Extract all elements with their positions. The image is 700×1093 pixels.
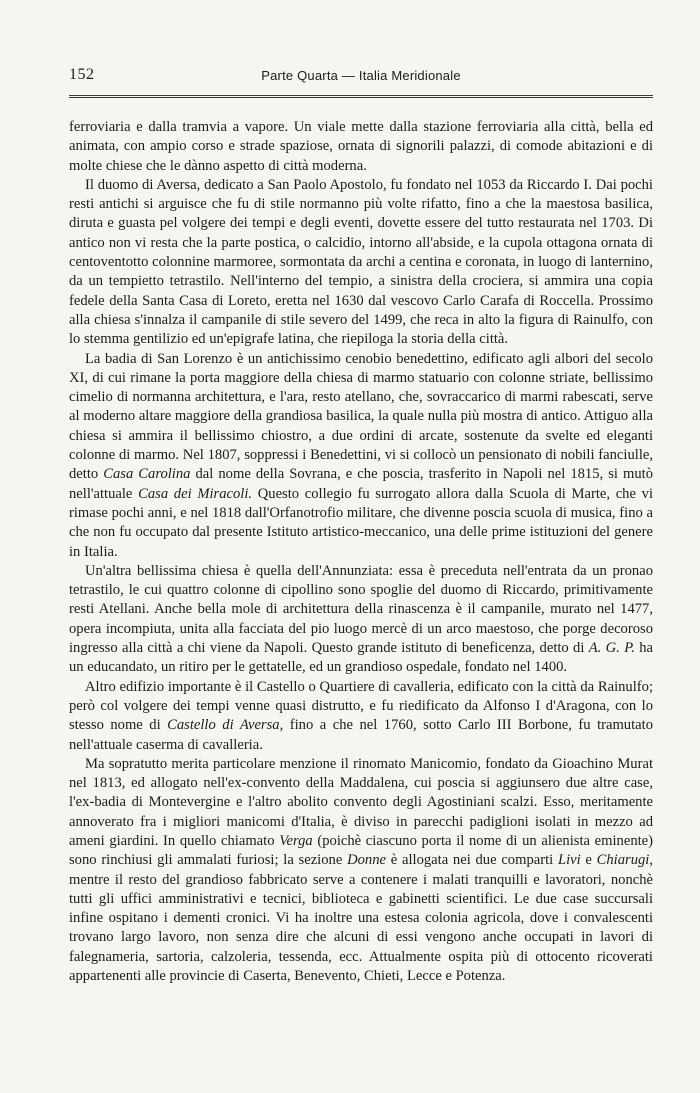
paragraph-text: Il duomo di Aversa, dedicato a San Paolo Apostolo, fu fondato nel 1053 da Riccardo I. Dai pochi resti antichi si arguisce che fu di stile normanno più volte rifatto, fino a che la maestosa basilica, diruta e guasta pel volgere dei tempi e degli eventi, dovette essere del tutto restaurata nel 1703. Di antico non vi resta che la parte postica, o calcidio, intorno all'abside, e la cupola ottagona ornata di centoventotto colonnine marmoree, sormontata da archi a centina e coronata, in luogo di lanternino, da un tempietto tetrastilo. Nell'interno del tempio, a sinistra della crociera, si ammira una copia fedele della Santa Casa di Loreto, eretta nel 1630 dal vescovo Carlo Carafa di Roccella. Prossimo alla chiesa s'innalza il campanile di stile severo del 1499, che reca in alto la figura di Rainulfo, con lo stemma gentilizio ed un'epigrafe latina, che riepiloga la storia della città. bbox=[69, 176, 653, 348]
paragraph-text: è allogata nei due comparti bbox=[386, 852, 558, 869]
italic-term: Verga bbox=[279, 832, 313, 849]
paragraph-text: La badia di San Lorenzo è un antichissimo cenobio benedettino, edificato agli albori del secolo XI, di cui rimane la porta maggiore della chiesa di marmo statuario con colonne striate, bellissimo cimelio di normanna architettura, e l'ara, resto atellano, che, sovraccarico di marmi rabescati, serve al moderno altare maggiore della grandiosa basilica, la quale nulla più mostra di antico. Attiguo alla chiesa si ammira il bellissimo chiostro, a due ordini di arcate, sostenute da svelte ed eleganti colonne di marmo. Nel 1807, soppressi i Benedettini, vi si collocò un pensionato di nobili fanciulle, detto bbox=[69, 350, 653, 483]
paragraph-4 bbox=[69, 562, 653, 678]
paragraph-text: Un'altra bellissima chiesa è quella dell'Annunziata: essa è preceduta nell'entrata da un pronao tetrastilo, le cui quattro colonne di cipollino sono spoglie del duomo di Riccardo, primitivamente resti Atellani. Anche bella mole di architettura della rinascenza è il campanile, murato nel 1477, opera incompiuta, unita alla facciata del pio luogo mercè di un arco maestoso, che porge decoroso ingresso alla città a chi viene da Napoli. Questo grande istituto di beneficenza, detto di bbox=[69, 562, 653, 657]
italic-term: Casa dei Miracoli. bbox=[138, 485, 253, 502]
paragraph-text: dal nome della Sovrana, e che poscia, trasferito in Napoli nel 1815, si mutò nell'attuale bbox=[69, 466, 653, 502]
italic-term: Donne bbox=[347, 852, 386, 869]
paragraph-text: fino a che nel 1760, sotto Carlo III Borbone, fu tramutato nell'attuale caserma di cavalleria. bbox=[69, 717, 653, 753]
paragraph-3 bbox=[69, 350, 653, 562]
paragraph-text: Questo collegio fu surrogato allora dalla Scuola di Marte, che vi rimase pochi anni, e nel 1818 dall'Orfanotrofio militare, che divenne poscia scuola di musica, fino a che non fu occupato dal presente Istituto artistico-meccanico, una delle prime istituzioni del genere in Italia. bbox=[69, 485, 653, 560]
paragraph-2 bbox=[69, 176, 653, 350]
paragraph-text: Ma sopratutto merita particolare menzione il rinomato Manicomio, fondato da Gioachino Murat nel 1813, ed allogato nell'ex-convento della Maddalena, cui poscia si aggiunsero due altre case, l'ex-badia di Montevergine e l'altro abolito convento degli Agostiniani scalzi. Esso, meritamente annoverato fra i migliori manicomi d'Italia, è diviso in parecchi padiglioni isolati in mezzo ad ameni giardini. In quello chiamato bbox=[69, 755, 653, 849]
paragraph-text: Altro edifizio importante è il Castello o Quartiere di cavalleria, edificato con la città da Rainulfo; però col volgere dei tempi venne quasi distrutto, e fu riedificato da Alfonso I d'Aragona, con lo stesso nome di bbox=[69, 678, 653, 734]
running-title: Parte Quarta — Italia Meridionale bbox=[261, 68, 461, 83]
body-text bbox=[69, 118, 653, 986]
italic-term: A. G. P. bbox=[588, 640, 635, 657]
paragraph-6 bbox=[69, 755, 653, 987]
page-header bbox=[69, 62, 653, 88]
header-rule bbox=[69, 95, 653, 98]
paragraph-text: e bbox=[580, 852, 597, 869]
paragraph-text: ha un educandato, un ritiro per le gettatelle, ed un grandioso ospedale, fondato nel 1400. bbox=[69, 640, 653, 676]
book-page bbox=[69, 62, 654, 985]
italic-term: Casa Carolina bbox=[103, 466, 191, 483]
italic-term: Chiarugi, bbox=[596, 852, 653, 869]
paragraph-5 bbox=[69, 678, 653, 755]
paragraph-1 bbox=[69, 118, 653, 176]
italic-term: Livi bbox=[557, 852, 581, 869]
page-number: 152 bbox=[69, 66, 95, 83]
italic-term: Castello di Aversa, bbox=[167, 717, 284, 734]
paragraph-text: ferroviaria e dalla tramvia a vapore. Un viale mette dalla stazione ferroviaria alla città, bella ed animata, con ampio corso e strade spaziose, ornata di signorili palazzi, di comode abitazioni e di molte chiese che le dànno aspetto di città moderna. bbox=[69, 119, 653, 174]
paragraph-text: (poichè ciascuno porta il nome di un alienista eminente) sono rinchiusi gli ammalati furiosi; la sezione bbox=[69, 832, 654, 869]
paragraph-text: mentre il resto del grandioso fabbricato serve a contenere i malati tranquilli e lavoratori, nonchè tutti gli uffici amministrativi e tecnici, biblioteca e gabinetti scientifici. Le due case succursali infine ospitano i dementi cronici. Vi ha inoltre una estesa colonia agricola, dove i convalescenti trovano largo lavoro, non senza dire che alcuni di essi vengono anche occupati in lavori di falegnameria, sartoria, calzoleria, tessenda, ecc. Attualmente ospita più di ottocento ricoverati appartenenti alle provincie di Caserta, Benevento, Chieti, Lecce e Potenza. bbox=[69, 871, 653, 985]
